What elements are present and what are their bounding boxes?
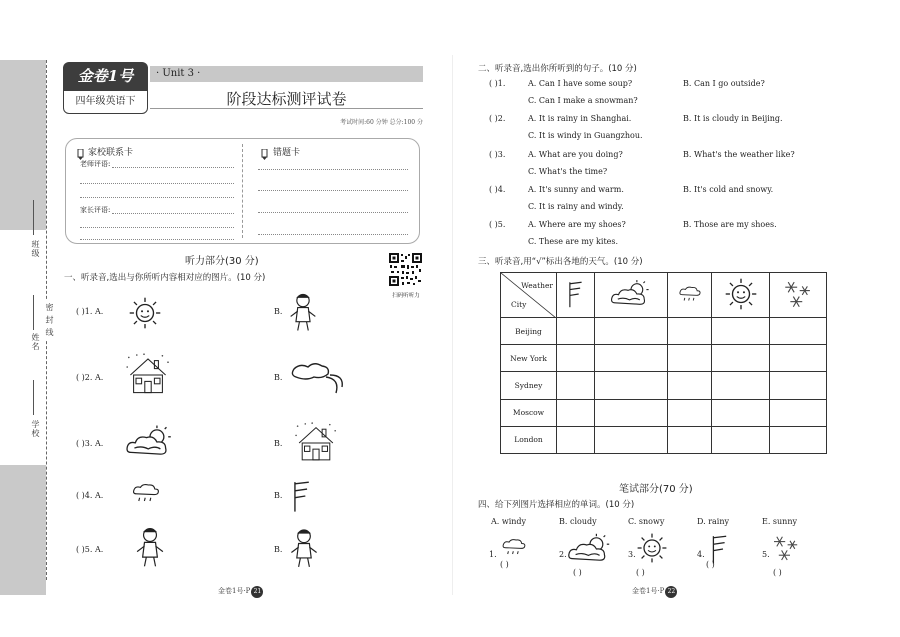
part2-q3-num[interactable]: ( )3.	[489, 150, 506, 159]
check-cell[interactable]	[668, 426, 712, 453]
cloudy-sun-icon	[124, 424, 176, 460]
check-cell[interactable]	[557, 399, 595, 426]
part4-num-4: 4.	[697, 550, 705, 559]
mistake-line-4[interactable]	[258, 233, 408, 235]
name-line	[33, 295, 34, 330]
city-cell: Beijing	[501, 318, 557, 345]
part3-title: 三、听录音,用“√”标出各地的天气。(10 分)	[478, 257, 643, 267]
check-cell[interactable]	[594, 399, 668, 426]
part2-q2-num[interactable]: ( )2.	[489, 114, 506, 123]
binding-gray-top	[0, 60, 46, 230]
left-footer	[218, 586, 263, 598]
rain-cloud-icon	[130, 480, 162, 506]
part1-q5-label[interactable]: ( )5. A.	[76, 545, 104, 554]
part2-q4-num[interactable]: ( )4.	[489, 185, 506, 194]
part4-answer-5[interactable]: ( )	[773, 568, 782, 577]
page-separator	[452, 55, 453, 595]
wind-flag-icon	[288, 478, 314, 514]
wind-flag-icon	[564, 279, 586, 309]
header-rain	[668, 273, 712, 318]
part2-q2-b: B. It is cloudy in Beijing.	[683, 114, 783, 123]
check-cell[interactable]	[712, 318, 769, 345]
part2-q1-num[interactable]: ( )1.	[489, 79, 506, 88]
check-cell[interactable]	[712, 399, 769, 426]
header-cloudy	[594, 273, 668, 318]
parent-comment-line[interactable]	[112, 212, 234, 214]
school-label: 学校	[31, 420, 40, 438]
city-cell: Sydney	[501, 372, 557, 399]
mistake-line-2[interactable]	[258, 189, 408, 191]
part2-q4-b: B. It's cold and snowy.	[683, 185, 774, 194]
check-cell[interactable]	[594, 318, 668, 345]
city-cell: London	[501, 426, 557, 453]
header-snowy	[769, 273, 826, 318]
part2-q2-c: C. It is windy in Guangzhou.	[528, 131, 643, 140]
listening-header: 听力部分(30 分)	[185, 256, 259, 267]
word-sunny: E. sunny	[762, 517, 798, 526]
check-cell[interactable]	[769, 426, 826, 453]
check-cell[interactable]	[668, 318, 712, 345]
word-rainy: D. rainy	[697, 517, 730, 526]
part4-answer-1[interactable]: ( )	[500, 560, 509, 569]
binding-gray-bottom	[0, 465, 46, 595]
check-cell[interactable]	[769, 399, 826, 426]
home-school-card-title: 家校联系卡	[88, 148, 134, 158]
kid-sunbathing-icon	[130, 524, 170, 570]
city-cell: New York	[501, 345, 557, 372]
parent-comment-label: 家长评语:	[80, 206, 111, 214]
part2-q3-b: B. What's the weather like?	[683, 150, 795, 159]
part1-q2-label[interactable]: ( )2. A.	[76, 373, 104, 382]
class-line	[33, 200, 34, 235]
part2-q2-a: A. It is rainy in Shanghai.	[528, 114, 632, 123]
unit-bar: · Unit 3 ·	[150, 66, 423, 82]
sun-icon	[724, 277, 758, 311]
teacher-comment-line-3[interactable]	[80, 196, 234, 198]
brand-logo: 金卷1号	[63, 62, 148, 90]
check-cell[interactable]	[712, 426, 769, 453]
check-cell[interactable]	[769, 318, 826, 345]
mistake-line-1[interactable]	[258, 168, 408, 170]
title-rule	[150, 108, 423, 109]
parent-comment-line-2[interactable]	[80, 226, 234, 228]
right-footer-text: 金卷1号·P	[632, 587, 665, 595]
part1-q4-label[interactable]: ( )4. A.	[76, 491, 104, 500]
check-cell[interactable]	[557, 426, 595, 453]
sun-icon	[636, 532, 668, 564]
check-cell[interactable]	[557, 372, 595, 399]
part1-q1-b[interactable]: B.	[274, 307, 283, 316]
corner-weather-label: Weather	[521, 281, 553, 290]
part4-num-3: 3.	[628, 550, 636, 559]
check-cell[interactable]	[668, 399, 712, 426]
windy-cloud-icon	[286, 357, 346, 397]
part2-title: 二、听录音,选出你所听到的句子。(10 分)	[478, 64, 637, 74]
qr-caption: 扫码听听力	[392, 293, 420, 299]
mistake-card-title: 错题卡	[273, 148, 301, 158]
right-footer	[632, 586, 677, 598]
check-cell[interactable]	[769, 372, 826, 399]
part1-q2-b[interactable]: B.	[274, 373, 283, 382]
teacher-comment-label: 老师评语:	[80, 160, 111, 168]
snowy-house-icon-2	[288, 420, 344, 466]
part4-answer-3[interactable]: ( )	[636, 568, 645, 577]
snowflake-icon	[770, 532, 802, 564]
part2-q3-c: C. What's the time?	[528, 167, 608, 176]
part2-q4-c: C. It is rainy and windy.	[528, 202, 624, 211]
part4-num-5: 5.	[762, 550, 770, 559]
check-cell[interactable]	[594, 345, 668, 372]
rain-cloud-icon	[677, 284, 703, 304]
right-page-number: 22	[665, 586, 677, 598]
seal-label: 密 封 线	[44, 300, 55, 340]
part1-q3-label[interactable]: ( )3. A.	[76, 439, 104, 448]
snowy-house-icon	[124, 346, 172, 404]
qr-code[interactable]	[389, 253, 422, 286]
part1-title: 一、听录音,选出与你所听内容相对应的图片。(10 分)	[64, 273, 266, 283]
part1-q3-b[interactable]: B.	[274, 439, 283, 448]
snowflake-icon	[781, 277, 815, 311]
check-cell[interactable]	[668, 345, 712, 372]
city-cell: Moscow	[501, 399, 557, 426]
teacher-comment-line[interactable]	[112, 166, 234, 168]
mistake-line-3[interactable]	[258, 211, 408, 213]
part2-q1-a: A. Can I have some soup?	[528, 79, 633, 88]
cloudy-sun-icon	[609, 279, 653, 309]
rain-cloud-icon	[500, 536, 528, 558]
kid-in-wind-icon	[285, 290, 321, 334]
check-cell[interactable]	[769, 345, 826, 372]
check-cell[interactable]	[557, 318, 595, 345]
part4-num-2: 2.	[559, 550, 567, 559]
corner-city-label: City	[511, 300, 527, 309]
table-corner-cell	[501, 273, 557, 318]
class-label: 班级	[31, 240, 40, 258]
part2-q3-a: A. What are you doing?	[528, 150, 623, 159]
check-cell[interactable]	[712, 345, 769, 372]
check-cell[interactable]	[557, 345, 595, 372]
part2-q1-c: C. Can I make a snowman?	[528, 96, 638, 105]
part4-title: 四、给下列图片选择相应的单词。(10 分)	[478, 500, 635, 510]
pencil-icon-2	[260, 145, 269, 164]
kid-with-kite-icon	[286, 524, 322, 572]
page-title: 阶段达标测评试卷	[226, 90, 347, 108]
exam-info: 考试时间:60 分钟 总分:100 分	[340, 119, 423, 126]
part4-num-1: 1.	[489, 550, 497, 559]
part4-answer-4[interactable]: ( )	[706, 560, 715, 569]
word-snowy: C. snowy	[628, 517, 665, 526]
header-sunny	[712, 273, 769, 318]
left-page-number: 21	[251, 586, 263, 598]
part4-answer-2[interactable]: ( )	[573, 568, 582, 577]
part2-q5-c: C. These are my kites.	[528, 237, 619, 246]
name-label: 姓名	[31, 333, 40, 351]
check-cell[interactable]	[668, 372, 712, 399]
check-cell[interactable]	[712, 372, 769, 399]
check-cell[interactable]	[594, 372, 668, 399]
part1-q4-b[interactable]: B.	[274, 491, 283, 500]
written-header: 笔试部分(70 分)	[619, 484, 693, 495]
card-divider	[242, 144, 244, 238]
word-cloudy: B. cloudy	[559, 517, 597, 526]
parent-comment-line-3[interactable]	[80, 238, 234, 240]
cloudy-sun-icon	[566, 533, 614, 565]
part1-q5-b[interactable]: B.	[274, 545, 283, 554]
part2-q5-num[interactable]: ( )5.	[489, 220, 506, 229]
check-cell[interactable]	[594, 426, 668, 453]
school-line	[33, 380, 34, 415]
header-wind	[557, 273, 595, 318]
part2-q4-a: A. It's sunny and warm.	[528, 185, 624, 194]
word-windy: A. windy	[491, 517, 527, 526]
part2-q1-b: B. Can I go outside?	[683, 79, 765, 88]
part2-q5-a: A. Where are my shoes?	[528, 220, 626, 229]
grade-label: 四年级英语下	[63, 90, 148, 114]
weather-table	[500, 272, 827, 454]
left-footer-text: 金卷1号·P	[218, 587, 251, 595]
part2-q5-b: B. Those are my shoes.	[683, 220, 777, 229]
part1-q1-label[interactable]: ( )1. A.	[76, 307, 104, 316]
sun-icon	[128, 296, 162, 330]
teacher-comment-line-2[interactable]	[80, 182, 234, 184]
